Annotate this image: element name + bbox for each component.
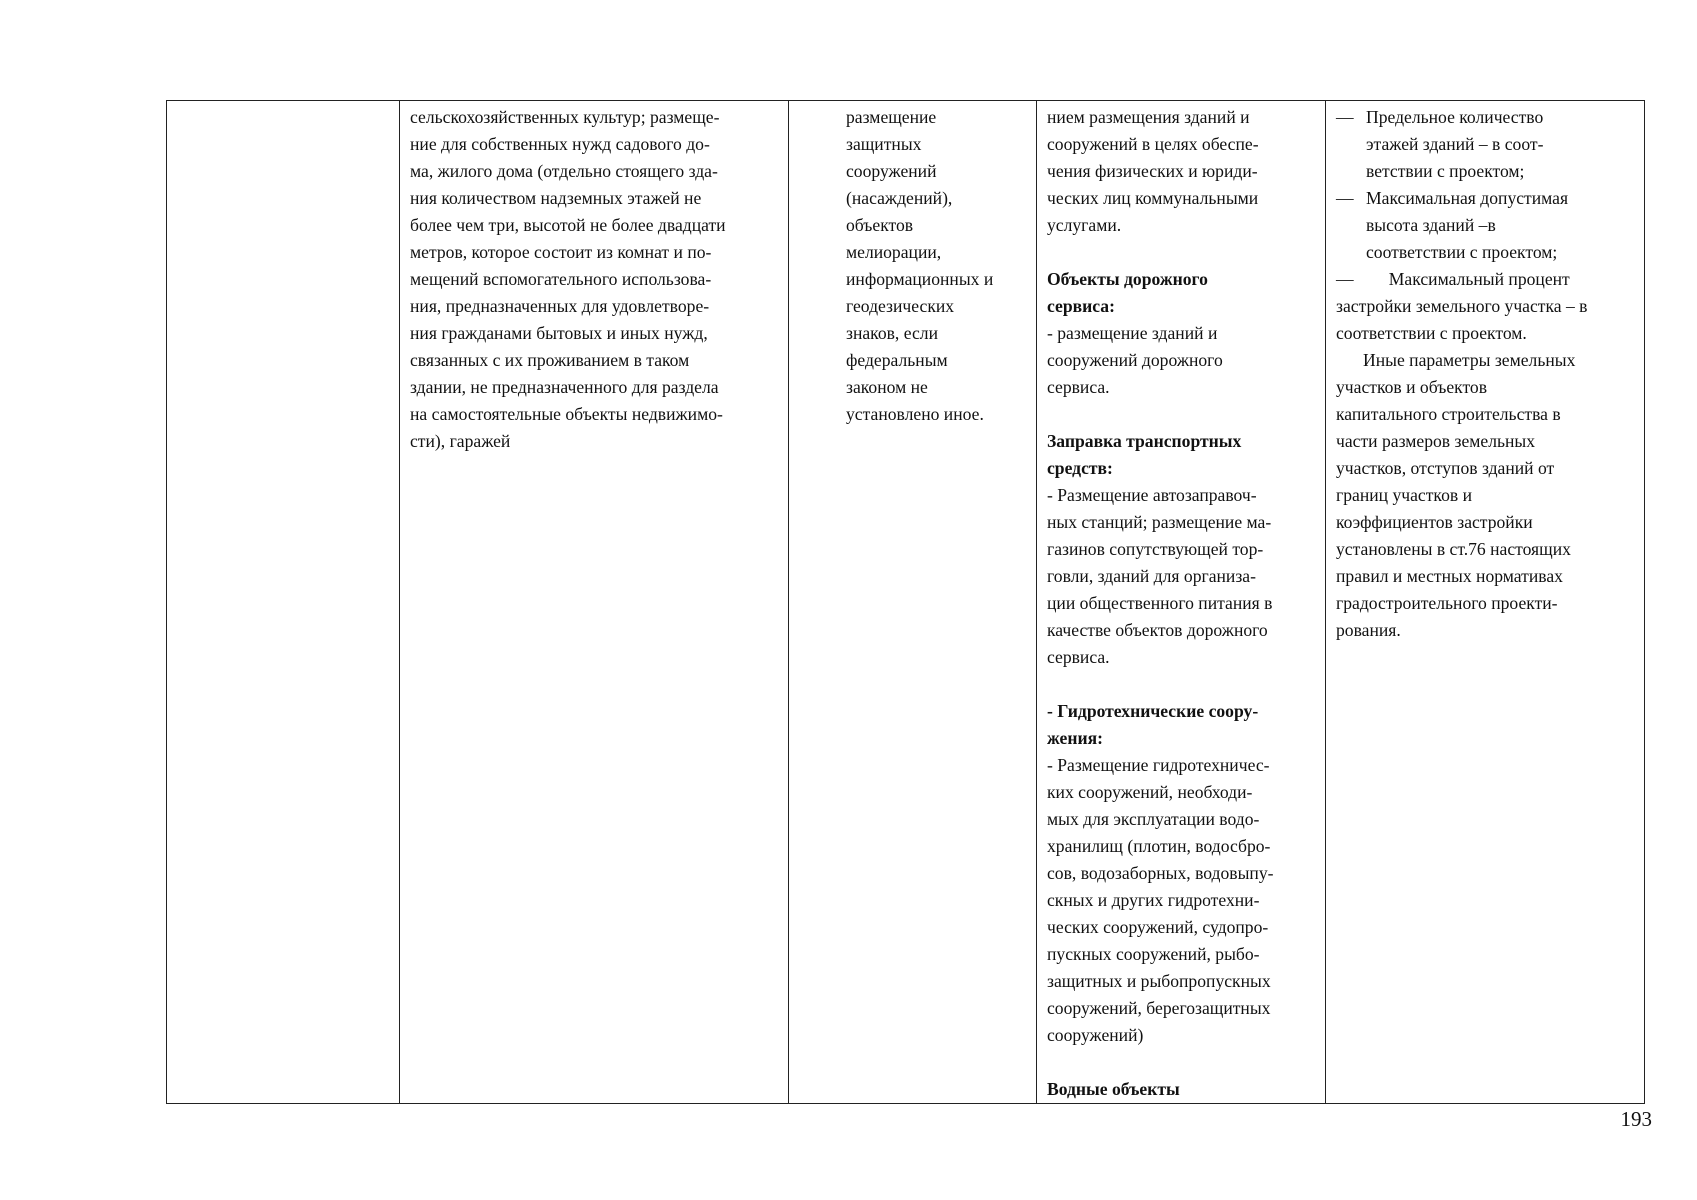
other-parameters-text: Иные параметры земельных участков и объектов капитального строительства в части размеров земельных участков, отступов зданий от границ участков и коэффициентов застройки установлены в ст.76 настоящих правил и местных нормативах градостроительного проекти- рования.	[1336, 350, 1576, 640]
cell-conditional-use	[1037, 101, 1326, 1104]
dash-marker: —	[1336, 107, 1354, 127]
table-row	[167, 101, 1645, 1104]
road-service-heading: Объекты дорожного сервиса:	[1047, 269, 1208, 316]
list-item	[1336, 185, 1634, 266]
road-service-text: - размещение зданий и сооружений дорожного сервиса.	[1047, 323, 1223, 397]
water-objects-heading: Водные объекты	[1047, 1079, 1180, 1099]
permitted-use-text: сельскохозяйственных культур; размеще- ние для собственных нужд садового до- ма, жилого дома (отдельно стоящего зда- ния количеством надземных этажей не более чем три, высотой не более двадцати метров, которое состоит из комнат и по- мещений вспомогательного использова- ния, предназначенных для удовлетворе- ния гражданами бытовых и иных нужд, связанных с их проживанием в таком здании, не предназначенного для раздела на самостоятельные объекты недвижимо- сти), гаражей	[410, 107, 726, 451]
max-percent-rest: застройки земельного участка – в соответствии с проектом.	[1336, 296, 1588, 343]
cell-parameters	[1326, 101, 1645, 1104]
document-table	[166, 100, 1645, 1104]
cell-auxiliary-use	[789, 101, 1037, 1104]
fuel-station-text: - Размещение автозаправоч- ных станций; размещение ма- газинов сопутствующей тор- говли, зданий для организа- ции общественного питания в качестве объектов дорожного сервиса.	[1047, 485, 1273, 667]
page-number: 193	[1620, 1107, 1652, 1131]
auxiliary-use-text: размещение защитных сооружений (насаждений), объектов мелиорации, информационных и геодезических знаков, если федеральным законом не установлено иное.	[846, 107, 994, 424]
conditional-intro-text: нием размещения зданий и сооружений в целях обеспе- чения физических и юриди- ческих лиц коммунальными услугами.	[1047, 107, 1259, 235]
max-percent-line: — Максимальный процент	[1336, 269, 1570, 289]
cell-permitted-use-description	[400, 101, 789, 1104]
dash-marker: —	[1336, 188, 1354, 208]
parameters-list	[1336, 104, 1634, 266]
cell-empty	[167, 101, 400, 1104]
hydro-structures-text: - Размещение гидротехничес- ких сооружений, необходи- мых для эксплуатации водо- хранилищ (плотин, водосбро- сов, водозаборных, водовыпу- скных и других гидротехни- ческих сооружений, судопро- пускных сооружений, рыбо- защитных и рыбопропускных сооружений, берегозащитных сооружений)	[1047, 755, 1274, 1045]
max-height-text: Максимальная допустимая высота зданий –в соответствии с проектом;	[1366, 188, 1569, 262]
hydro-structures-heading: - Гидротехнические соору- жения:	[1047, 701, 1259, 748]
list-item	[1336, 104, 1634, 185]
fuel-station-heading: Заправка транспортных средств:	[1047, 431, 1242, 478]
floors-limit-text: Предельное количество этажей зданий – в соот- ветствии с проектом;	[1366, 107, 1544, 181]
